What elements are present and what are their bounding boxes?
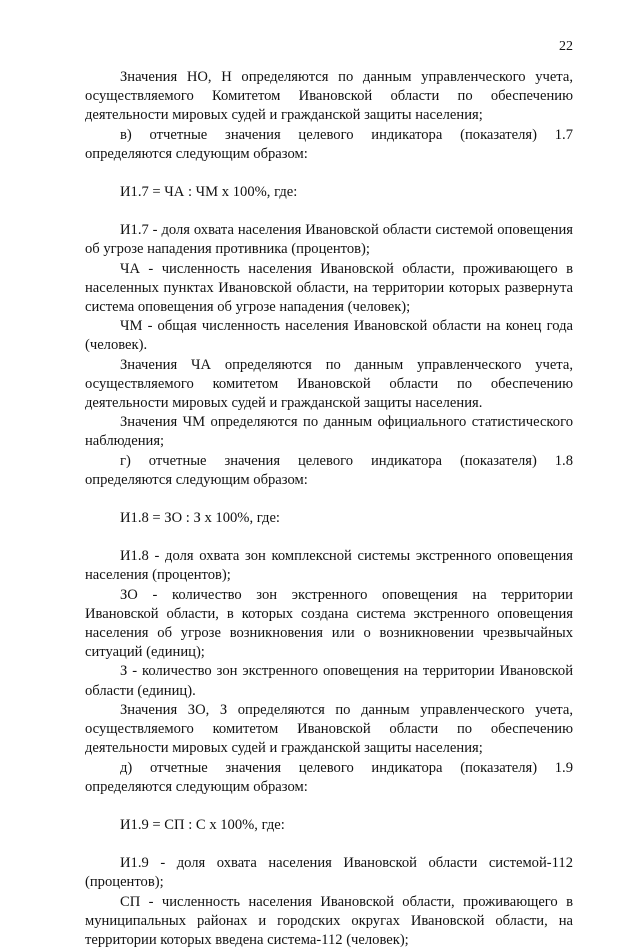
formula-i1-9: И1.9 = СП : С х 100%, где: <box>120 816 285 833</box>
paragraph-values-no-n: Значения НО, Н определяются по данным управленческого учета, осуществляемого Комитетом Ивановской области по обеспечению деятельности мировых судей и гражданской защиты населения; <box>85 69 573 124</box>
definition-i1-7: И1.7 - доля охвата населения Ивановской области системой оповещения об угрозе нападения противника (процентов); <box>85 222 573 258</box>
definition-cha: ЧА - численность населения Ивановской области, проживающего в населенных пунктах Ивановской области, на территории которых развернута система оповещения об угрозе нападения (человек); <box>85 260 573 316</box>
paragraph-values-zo-z: Значения ЗО, З определяются по данным управленческого учета, осуществляемого комитетом Ивановской области по обеспечению деятельности мировых судей и гражданской защиты населения; <box>85 701 573 757</box>
definition-sp: СП - численность населения Ивановской области, проживающего в муниципальных районах и городских округах Ивановской области, на территории которых введена система-112 (человек); <box>85 893 573 948</box>
definition-z: З - количество зон экстренного оповещения на территории Ивановской области (единиц). <box>85 663 573 699</box>
paragraph-item-v: в) отчетные значения целевого индикатора (показателя) 1.7 определяются следующим образом: <box>85 126 573 162</box>
paragraph-item-g: г) отчетные значения целевого индикатора (показателя) 1.8 определяются следующим образом: <box>85 452 573 488</box>
document-body <box>85 68 573 950</box>
definition-chm: ЧМ - общая численность населения Ивановской области на конец года (человек). <box>85 318 573 354</box>
paragraph-values-chm: Значения ЧМ определяются по данным официального статистического наблюдения; <box>85 414 573 450</box>
definition-zo: ЗО - количество зон экстренного оповещения на территории Ивановской области, в которых создана система экстренного оповещения населения об угрозе возникновения или о возникновении чрезвычайных ситуаций (единиц); <box>85 586 573 661</box>
formula-i1-8: И1.8 = ЗО : З х 100%, где: <box>120 510 280 527</box>
paragraph-item-d: д) отчетные значения целевого индикатора (показателя) 1.9 определяются следующим образом: <box>85 759 573 795</box>
definition-i1-8: И1.8 - доля охвата зон комплексной системы экстренного оповещения населения (процентов); <box>85 548 573 584</box>
paragraph-values-cha: Значения ЧА определяются по данным управленческого учета, осуществляемого комитетом Ивановской области по обеспечению деятельности мировых судей и гражданской защиты населения. <box>85 356 573 412</box>
page-number: 22 <box>559 39 573 54</box>
formula-i1-7: И1.7 = ЧА : ЧМ х 100%, где: <box>120 184 298 201</box>
definition-i1-9: И1.9 - доля охвата населения Ивановской области системой-112 (процентов); <box>85 855 573 891</box>
